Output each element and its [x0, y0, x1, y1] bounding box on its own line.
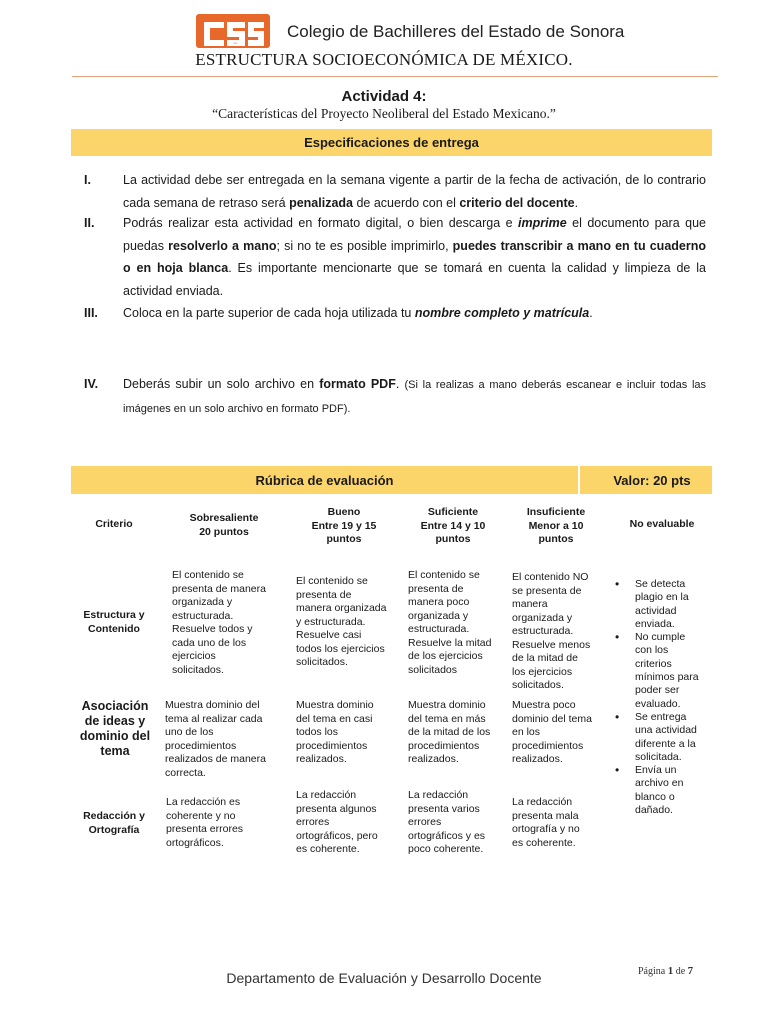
spec-num: III. — [84, 306, 98, 320]
list-item: • Envía un archivo en blanco o dañado. — [614, 764, 710, 817]
col-sobresaliente: Sobresaliente 20 puntos — [189, 512, 259, 538]
col-insuficiente: Insuficiente Menor a 10 puntos — [526, 506, 586, 545]
spec-num: II. — [84, 216, 95, 230]
cell-bueno: El contenido se presenta de manera organizada y estructurada. Resuelve casi todos los ejercicios solicitados. — [296, 575, 387, 668]
cell-insuficiente: Muestra poco dominio del tema en los procedimientos realizados. — [512, 699, 592, 765]
spec-text: Coloca en la parte superior de cada hoja utilizada tu nombre completo y matrícula. — [123, 306, 593, 320]
no-evaluable-list — [614, 578, 710, 817]
col-criterio: Criterio — [95, 518, 133, 530]
col-suficiente: Suficiente Entre 14 y 10 puntos — [420, 506, 486, 545]
list-item: • Se detecta plagio en la actividad enviada. — [614, 578, 710, 631]
cell-insuficiente: El contenido NO se presenta de manera organizada y estructurada. Resuelve menos de la mitad de los ejercicios solicitados. — [512, 571, 591, 691]
spec-num: I. — [84, 173, 91, 187]
page-header — [0, 0, 768, 80]
spec-text: Podrás realizar esta actividad en formato digital, o bien descarga e imprime el documento para que puedas resolverlo a mano; si no te es posible imprimirlo, puedes transcribir a mano en tu cuaderno o en hoja blanca. Es importante mencionarte que se tomará en cuenta la calidad y limpieza de la actividad enviada. — [123, 216, 706, 298]
college-name: Colegio de Bachilleres del Estado de Sonora — [287, 22, 625, 41]
rubric-value: Valor: 20 pts — [613, 472, 691, 488]
page-number: Página 1 de 7 — [638, 965, 694, 977]
spec-item-4 — [84, 373, 706, 420]
list-item: • No cumple con los criterios mínimos para poder ser evaluado. — [614, 631, 710, 711]
cell-sobresaliente: Muestra dominio del tema al realizar cada uno de los procedimientos realizados de manera correcta. — [165, 699, 266, 779]
row-criterio: Redacción y Ortografía — [83, 810, 145, 836]
col-bueno: Bueno Entre 19 y 15 puntos — [311, 506, 377, 545]
col-no-evaluable: No evaluable — [629, 518, 695, 530]
cell-suficiente: Muestra dominio del tema en más de la mitad de los procedimientos realizados. — [408, 699, 491, 765]
spec-item-2 — [84, 212, 706, 302]
spec-num: IV. — [84, 377, 99, 391]
svg-text:CBS: CBS — [233, 43, 238, 45]
activity-title: Actividad 4: — [341, 88, 427, 105]
cell-sobresaliente: La redacción es coherente y no presenta errores ortográficos. — [166, 796, 244, 849]
cell-bueno: La redacción presenta algunos errores ortográficos, pero es coherente. — [296, 789, 378, 855]
activity-subtitle: “Características del Proyecto Neoliberal del Estado Mexicano.” — [212, 106, 556, 121]
rubric-title-band — [71, 466, 578, 494]
spec-item-1 — [84, 169, 706, 214]
cell-suficiente: La redacción presenta varios errores ortográficos y es poco coherente. — [408, 789, 486, 855]
cell-sobresaliente: El contenido se presenta de manera organizada y estructurada. Resuelve todos y cada uno de los ejercicios solicitados. — [172, 569, 266, 676]
row-criterio: Estructura y Contenido — [83, 609, 145, 635]
footer-department: Departamento de Evaluación y Desarrollo Docente — [226, 970, 542, 986]
rubric-title: Rúbrica de evaluación — [255, 472, 394, 488]
cell-suficiente: El contenido se presenta de manera poco organizada y estructurada. Resuelve la mitad de los ejercicios solicitados — [408, 569, 492, 676]
specs-heading-band — [71, 129, 712, 156]
rubric-value-band — [580, 466, 712, 494]
cobach-logo — [196, 14, 270, 48]
cell-bueno: Muestra dominio del tema en casi todos los procedimientos realizados. — [296, 699, 374, 765]
spec-text: Deberás subir un solo archivo en formato PDF. (Si la realizas a mano deberás escanear e incluir todas las imágenes en un solo archivo en formato PDF). — [123, 377, 707, 415]
spec-text: La actividad debe ser entregada en la semana vigente a partir de la fecha de activación, de lo contrario cada semana de retraso será penalizada de acuerdo con el criterio del docente. — [123, 173, 706, 210]
header-divider — [72, 76, 718, 77]
list-item: • Se entrega una actividad diferente a la solicitada. — [614, 711, 710, 764]
subject-title: ESTRUCTURA SOCIOECONÓMICA DE MÉXICO. — [195, 50, 573, 69]
cell-insuficiente: La redacción presenta mala ortografía y no es coherente. — [512, 796, 580, 849]
spec-item-3 — [84, 302, 706, 325]
specs-heading: Especificaciones de entrega — [304, 135, 479, 150]
row-criterio: Asociación de ideas y dominio del tema — [79, 699, 151, 758]
